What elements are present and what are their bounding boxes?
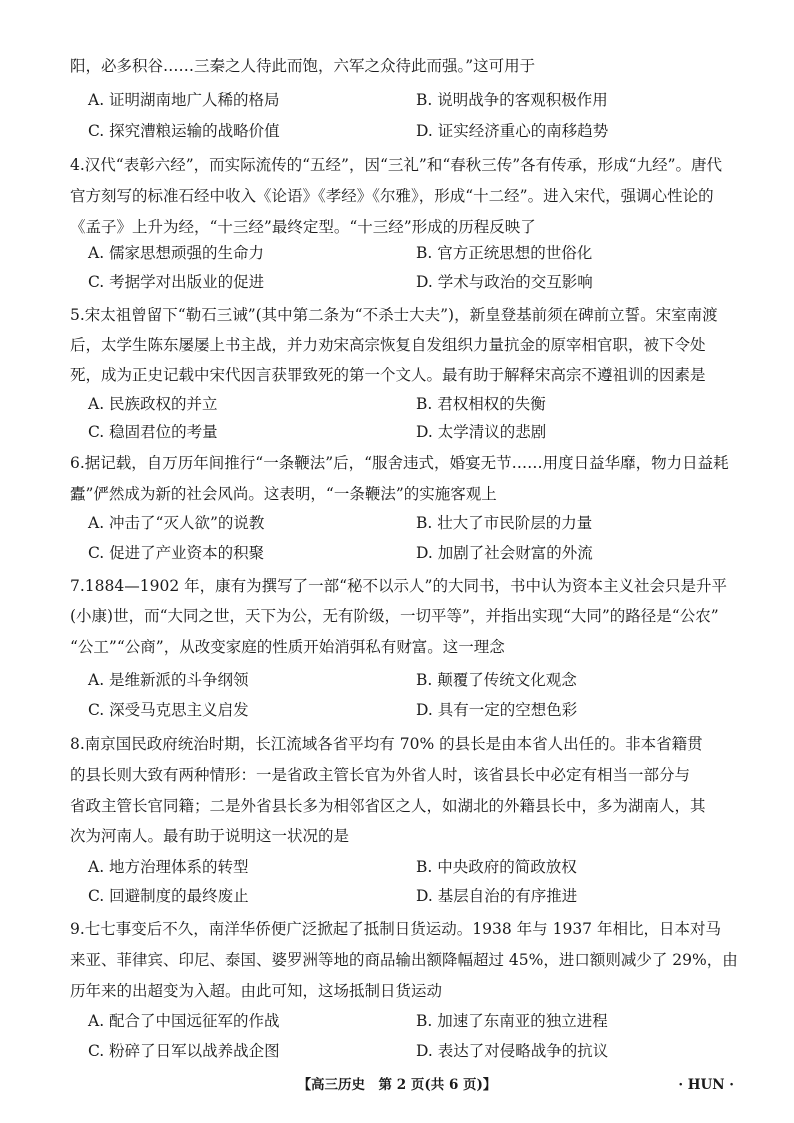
q6-option-a: A. 冲击了“灭人欲”的说教	[88, 514, 265, 532]
q3-option-c: C. 探究漕粮运输的战略价值	[88, 122, 280, 140]
q7-stem-line-1: 7.1884—1902 年，康有为撰写了一部“秘不以示人”的大同书，书中认为资本主义社会只是升平	[70, 577, 727, 595]
q8-option-d: D. 基层自治的有序推进	[416, 887, 578, 905]
q6-option-c: C. 促进了产业资本的积聚	[88, 544, 265, 562]
q9-option-b: B. 加速了东南亚的独立进程	[416, 1012, 608, 1030]
q3-option-d: D. 证实经济重心的南移趋势	[416, 122, 609, 140]
q6-option-b: B. 壮大了市民阶层的力量	[416, 514, 593, 532]
q4-option-d: D. 学术与政治的交互影响	[416, 273, 593, 291]
q4-stem-line-3: 《孟子》上升为经，“十三经”最终定型。“十三经”形成的历程反映了	[70, 218, 536, 236]
region-code: · HUN ·	[678, 1077, 734, 1093]
q8-stem-line-4: 次为河南人。最有助于说明这一状况的是	[70, 827, 350, 845]
page-number-label: 【高三历史 第 2 页(共 6 页)】	[297, 1077, 497, 1093]
q7-stem-line-3: “公工”“公商”，从改变家庭的性质开始消弭私有财富。这一理念	[70, 638, 505, 656]
q8-stem-line-1: 8.南京国民政府统治时期，长江流域各省平均有 70% 的县长是由本省人出任的。非本省籍贯	[70, 735, 703, 753]
q5-option-b: B. 君权相权的失衡	[416, 395, 546, 413]
q3-stem-line: 阳，必多积谷……三秦之人待此而饱，六军之众待此而强。”这可用于	[70, 57, 536, 75]
q8-option-c: C. 回避制度的最终废止	[88, 887, 249, 905]
q8-stem-line-2: 的县长则大致有两种情形：一是省政主管长官为外省人时，该省县长中必定有相当一部分与	[70, 766, 691, 784]
q4-stem-line-1: 4.汉代“表彰六经”，而实际流传的“五经”，因“三礼”和“春秋三传”各有传承，形成“九经”。唐代	[70, 156, 723, 174]
q4-stem-line-2: 官方刻写的标准石经中收入《论语》《孝经》《尔雅》，形成“十二经”。进入宋代，强调心性论的	[70, 187, 714, 205]
q5-stem-line-3: 死，成为正史记载中宋代因言获罪致死的第一个文人。最有助于解释宋高宗不遵祖训的因素是	[70, 366, 706, 384]
q9-stem-line-1: 9.七七事变后不久，南洋华侨便广泛掀起了抵制日货运动。1938 年与 1937 年相比，日本对马	[70, 920, 721, 938]
q6-stem-line-2: 蠹”俨然成为新的社会风尚。这表明，“一条鞭法”的实施客观上	[70, 485, 497, 503]
q9-option-a: A. 配合了中国远征军的作战	[88, 1012, 280, 1030]
q9-stem-line-2: 来亚、菲律宾、印尼、泰国、婆罗洲等地的商品输出额降幅超过 45%，进口额则减少了 29%，由	[70, 951, 738, 969]
q8-option-a: A. 地方治理体系的转型	[88, 858, 249, 876]
q4-option-a: A. 儒家思想顽强的生命力	[88, 244, 265, 262]
q5-option-c: C. 稳固君位的考量	[88, 423, 218, 441]
q8-option-b: B. 中央政府的简政放权	[416, 858, 577, 876]
q3-option-a: A. 证明湖南地广人稀的格局	[88, 91, 280, 109]
q9-option-c: C. 粉碎了日军以战养战企图	[88, 1042, 280, 1060]
q4-option-b: B. 官方正统思想的世俗化	[416, 244, 593, 262]
q3-option-b: B. 说明战争的客观积极作用	[416, 91, 608, 109]
q9-option-d: D. 表达了对侵略战争的抗议	[416, 1042, 609, 1060]
q6-stem-line-1: 6.据记载，自万历年间推行“一条鞭法”后，“服舍违式，婚宴无节……用度日益华靡，物力日益耗	[70, 454, 729, 472]
q8-stem-line-3: 省政主管长官同籍；二是外省县长多为相邻省区之人，如湖北的外籍县长中，多为湖南人，其	[70, 797, 706, 815]
q5-option-a: A. 民族政权的并立	[88, 395, 218, 413]
q9-stem-line-3: 历年来的出超变为入超。由此可知，这场抵制日货运动	[70, 982, 443, 1000]
q7-option-a: A. 是维新派的斗争纲领	[88, 671, 249, 689]
q7-option-b: B. 颠覆了传统文化观念	[416, 671, 577, 689]
q7-option-c: C. 深受马克思主义启发	[88, 701, 249, 719]
q7-stem-line-2: (小康)世，而“大同之世，天下为公，无有阶级，一切平等”，并指出实现“大同”的路径是“公农”	[70, 607, 719, 625]
q4-option-c: C. 考据学对出版业的促进	[88, 273, 265, 291]
q5-option-d: D. 太学清议的悲剧	[416, 423, 547, 441]
q7-option-d: D. 具有一定的空想色彩	[416, 701, 578, 719]
page-footer	[0, 1075, 794, 1095]
q5-stem-line-2: 后，太学生陈东屡屡上书主战，并力劝宋高宗恢复自发组织力量抗金的原宰相官职，被下令处	[70, 336, 706, 354]
q6-option-d: D. 加剧了社会财富的外流	[416, 544, 593, 562]
q5-stem-line-1: 5.宋太祖曾留下“勒石三诫”(其中第二条为“不杀士大夫”)，新皇登基前须在碑前立誓。宋室南渡	[70, 306, 718, 324]
